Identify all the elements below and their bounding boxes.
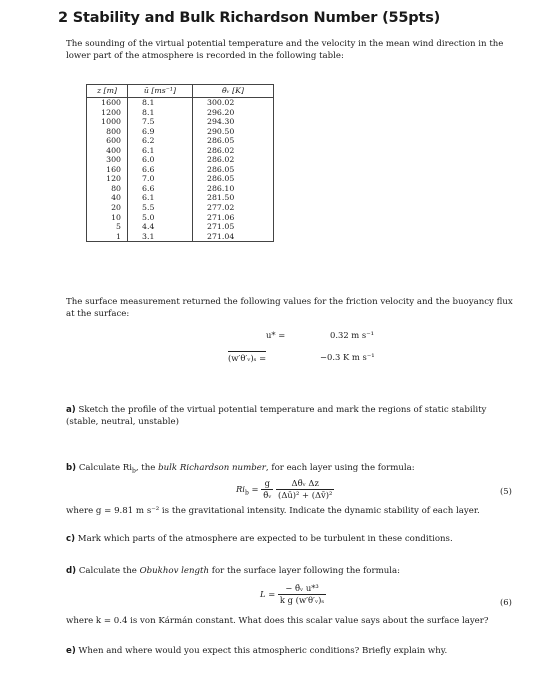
section-title: 2 Stability and Bulk Richardson Number (55pts): [58, 10, 441, 26]
table-row: [87, 146, 274, 156]
question-d-label: d): [66, 566, 77, 576]
cell-height: 80: [87, 184, 128, 194]
cell-height: 20: [87, 203, 128, 213]
cell-temperature: 290.50: [193, 127, 274, 137]
friction-velocity-value: 0.32 m s⁻¹: [330, 330, 374, 340]
cell-height: 5: [87, 222, 128, 232]
question-b-text-mid: , the: [135, 463, 159, 473]
table-row: [87, 184, 274, 194]
cell-velocity: 8.1: [128, 98, 193, 108]
table-row: [87, 174, 274, 184]
cell-velocity: 3.1: [128, 232, 193, 242]
formula-ri-frac2-num: Δθ̄ᵥ Δz: [276, 478, 334, 490]
table-row: [87, 127, 274, 137]
surface-paragraph: The surface measurement returned the following values for the friction velocity and the buoyancy flux at the surface:: [66, 297, 513, 319]
cell-height: 1600: [87, 98, 128, 108]
table-row: [87, 222, 274, 232]
cell-temperature: 296.20: [193, 108, 274, 118]
cell-height: 400: [87, 146, 128, 156]
formula-ri-frac1: [261, 478, 273, 501]
cell-height: 600: [87, 136, 128, 146]
sounding-table: [86, 84, 274, 242]
formula-ri-lhs: Ri: [236, 484, 245, 494]
question-b-text-post: , for each layer using the formula:: [265, 463, 415, 473]
cell-velocity: 7.5: [128, 117, 193, 127]
question-c: [66, 533, 521, 545]
cell-temperature: 286.05: [193, 174, 274, 184]
table-row: [87, 165, 274, 175]
cell-velocity: 6.6: [128, 165, 193, 175]
buoyancy-flux-value: −0.3 K m s⁻¹: [320, 352, 375, 362]
table-row: [87, 213, 274, 223]
cell-temperature: 286.02: [193, 146, 274, 156]
question-a-label: a): [66, 405, 76, 415]
table-row: [87, 232, 274, 242]
question-e-label: e): [66, 646, 76, 656]
question-e: [66, 645, 521, 657]
cell-velocity: 6.0: [128, 155, 193, 165]
cell-velocity: 8.1: [128, 108, 193, 118]
formula-ri-frac1-num: g: [261, 478, 273, 490]
cell-velocity: 6.1: [128, 193, 193, 203]
equation-number-6: (6): [500, 597, 512, 607]
cell-velocity: 5.0: [128, 213, 193, 223]
formula-ri-eq: =: [251, 484, 259, 494]
cell-height: 800: [87, 127, 128, 137]
table-row: [87, 117, 274, 127]
cell-temperature: 286.10: [193, 184, 274, 194]
question-e-text: When and where would you expect this atmospheric conditions? Briefly explain why.: [78, 646, 448, 656]
cell-height: 1: [87, 232, 128, 242]
question-b-text-sub: b: [132, 467, 136, 475]
cell-height: 160: [87, 165, 128, 175]
table-row: [87, 203, 274, 213]
cell-temperature: 281.50: [193, 193, 274, 203]
question-c-label: c): [66, 534, 76, 544]
table-header-row: [87, 85, 274, 98]
formula-l-frac-den: k g (w′θ′ᵥ)ₛ: [279, 595, 325, 605]
formula-ri-frac1-den: θ̄ᵥ: [263, 490, 272, 500]
cell-temperature: 271.04: [193, 232, 274, 242]
obukhov-formula: [260, 583, 326, 606]
header-velocity: ū [ms⁻¹]: [128, 85, 193, 98]
cell-temperature: 271.06: [193, 213, 274, 223]
cell-velocity: 6.9: [128, 127, 193, 137]
friction-velocity-lhs: u* =: [266, 330, 286, 340]
question-c-text: Mark which parts of the atmosphere are expected to be turbulent in these conditions.: [77, 534, 453, 544]
cell-height: 1000: [87, 117, 128, 127]
cell-temperature: 286.05: [193, 165, 274, 175]
richardson-formula: [236, 478, 334, 501]
question-b-text-em: bulk Richardson number: [158, 463, 266, 473]
cell-temperature: 300.02: [193, 98, 274, 108]
question-d: [66, 565, 521, 577]
formula-l-frac-num: − θ̄ᵥ u*³: [278, 583, 326, 595]
formula-l-frac: [278, 583, 326, 606]
equation-number-5: (5): [500, 486, 512, 496]
cell-velocity: 6.6: [128, 184, 193, 194]
question-a: [66, 404, 521, 428]
cell-height: 40: [87, 193, 128, 203]
cell-velocity: 4.4: [128, 222, 193, 232]
formula-ri-frac2-den: (Δū)² + (Δv̄)²: [278, 490, 333, 500]
formula-l-lhs: L =: [260, 589, 276, 599]
question-d-text-em: Obukhov length: [139, 566, 210, 576]
cell-velocity: 6.1: [128, 146, 193, 156]
cell-velocity: 6.2: [128, 136, 193, 146]
question-b: [66, 462, 521, 478]
question-d-text-post: for the surface layer following the formula:: [209, 566, 401, 576]
table-row: [87, 193, 274, 203]
question-b-text-pre: Calculate Ri: [78, 463, 132, 473]
table-row: [87, 98, 274, 108]
question-d-where: where k = 0.4 is von Kármán constant. What does this scalar value says about the surface layer?: [66, 616, 489, 626]
cell-temperature: 286.02: [193, 155, 274, 165]
formula-ri-frac2: [276, 478, 334, 501]
question-b-label: b): [66, 463, 77, 473]
table-row: [87, 155, 274, 165]
table-body: [87, 98, 274, 242]
cell-height: 1200: [87, 108, 128, 118]
question-d-text-pre: Calculate the: [78, 566, 140, 576]
cell-height: 10: [87, 213, 128, 223]
buoyancy-flux-lhs: (w′θ′ᵥ)ₛ =: [228, 353, 267, 363]
cell-velocity: 5.5: [128, 203, 193, 213]
header-temperature: θ̄ᵥ [K]: [193, 85, 274, 98]
table-row: [87, 136, 274, 146]
question-b-where: where g = 9.81 m s⁻² is the gravitational intensity. Indicate the dynamic stability of each layer.: [66, 506, 480, 516]
cell-height: 300: [87, 155, 128, 165]
cell-temperature: 286.05: [193, 136, 274, 146]
cell-temperature: 271.05: [193, 222, 274, 232]
cell-height: 120: [87, 174, 128, 184]
formula-ri-sub: b: [244, 489, 249, 497]
intro-paragraph: The sounding of the virtual potential temperature and the velocity in the mean wind direction in the lower part of the atmosphere is recorded in the following table:: [66, 39, 504, 61]
question-a-text: Sketch the profile of the virtual potential temperature and mark the regions of static stability (stable, neutral, unstable): [66, 405, 487, 427]
table-row: [87, 108, 274, 118]
cell-temperature: 277.02: [193, 203, 274, 213]
cell-temperature: 294.30: [193, 117, 274, 127]
cell-velocity: 7.0: [128, 174, 193, 184]
header-height: z [m]: [87, 85, 128, 98]
